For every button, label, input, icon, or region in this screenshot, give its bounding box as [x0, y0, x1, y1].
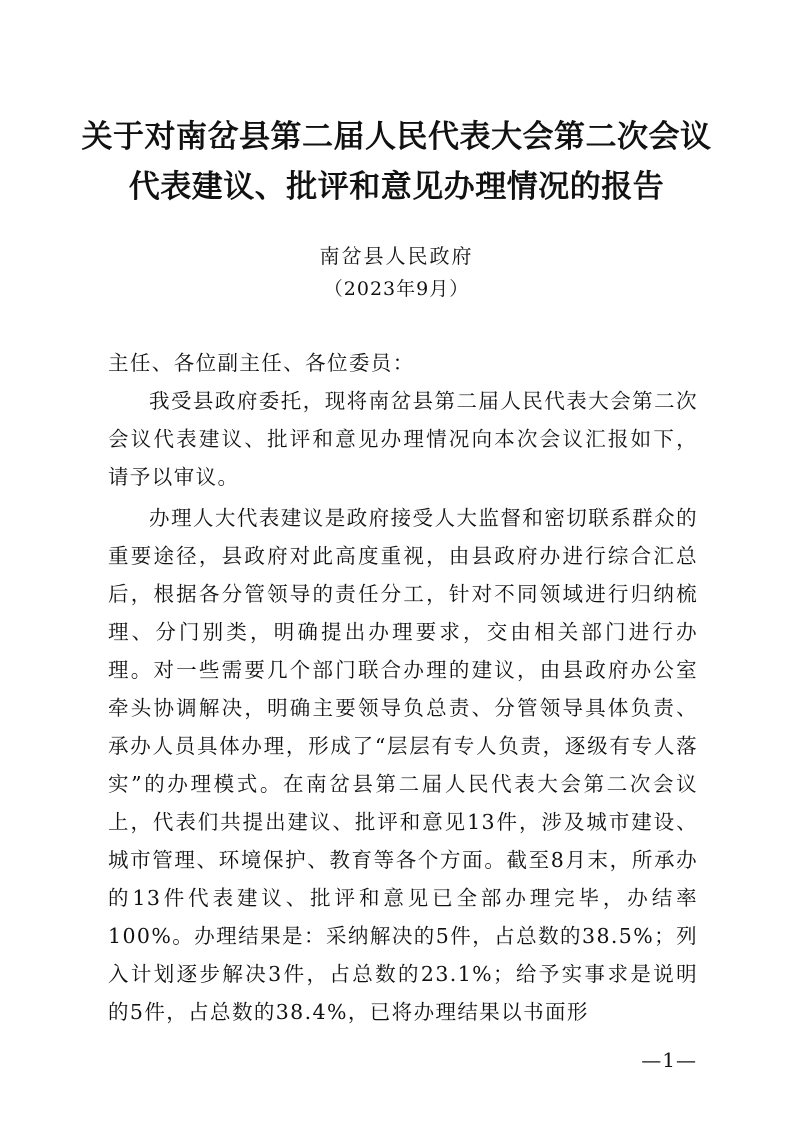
body-paragraph: 我受县政府委托，现将南岔县第二届人民代表大会第二次会议代表建议、批评和意见办理情况向本次会议汇报如下，请予以审议。 [108, 389, 698, 489]
salutation: 主任、各位副主任、各位委员： [108, 351, 415, 375]
page-number: —1— [641, 1048, 697, 1072]
report-body [108, 344, 698, 1031]
report-title-line-1: 关于对南岔县第二届人民代表大会第二次会议 [81, 119, 712, 155]
report-title [60, 112, 733, 212]
body-paragraph: 办理人大代表建议是政府接受人大监督和密切联系群众的重要途径，县政府对此高度重视，由县政府办进行综合汇总后，根据各分管领导的责任分工，针对不同领域进行归纳梳理、分门别类，明确提出办理要求，交由相关部门进行办理。对一些需要几个部门联合办理的建议，由县政府办公室牵头协调解决，明确主要领导负总责、分管领导具体负责、承办人员具体办理，形成了“层层有专人负责，逐级有专人落实”的办理模式。在南岔县第二届人民代表大会第二次会议上，代表们共提出建议、批评和意见13件，涉及城市建设、城市管理、环境保护、教育等各个方面。截至8月末，所承办的13件代表建议、批评和意见已全部办理完毕，办结率100%。办理结果是：采纳解决的5件，占总数的38.5%；列入计划逐步解决3件，占总数的23.1%；给予实事求是说明的5件，占总数的38.4%，已将办理结果以书面形 [108, 506, 698, 1024]
report-title-line-2: 代表建议、批评和意见办理情况的报告 [128, 169, 665, 205]
issuing-authority: 南岔县人民政府 [319, 244, 474, 268]
report-date: （2023年9月） [323, 278, 470, 300]
